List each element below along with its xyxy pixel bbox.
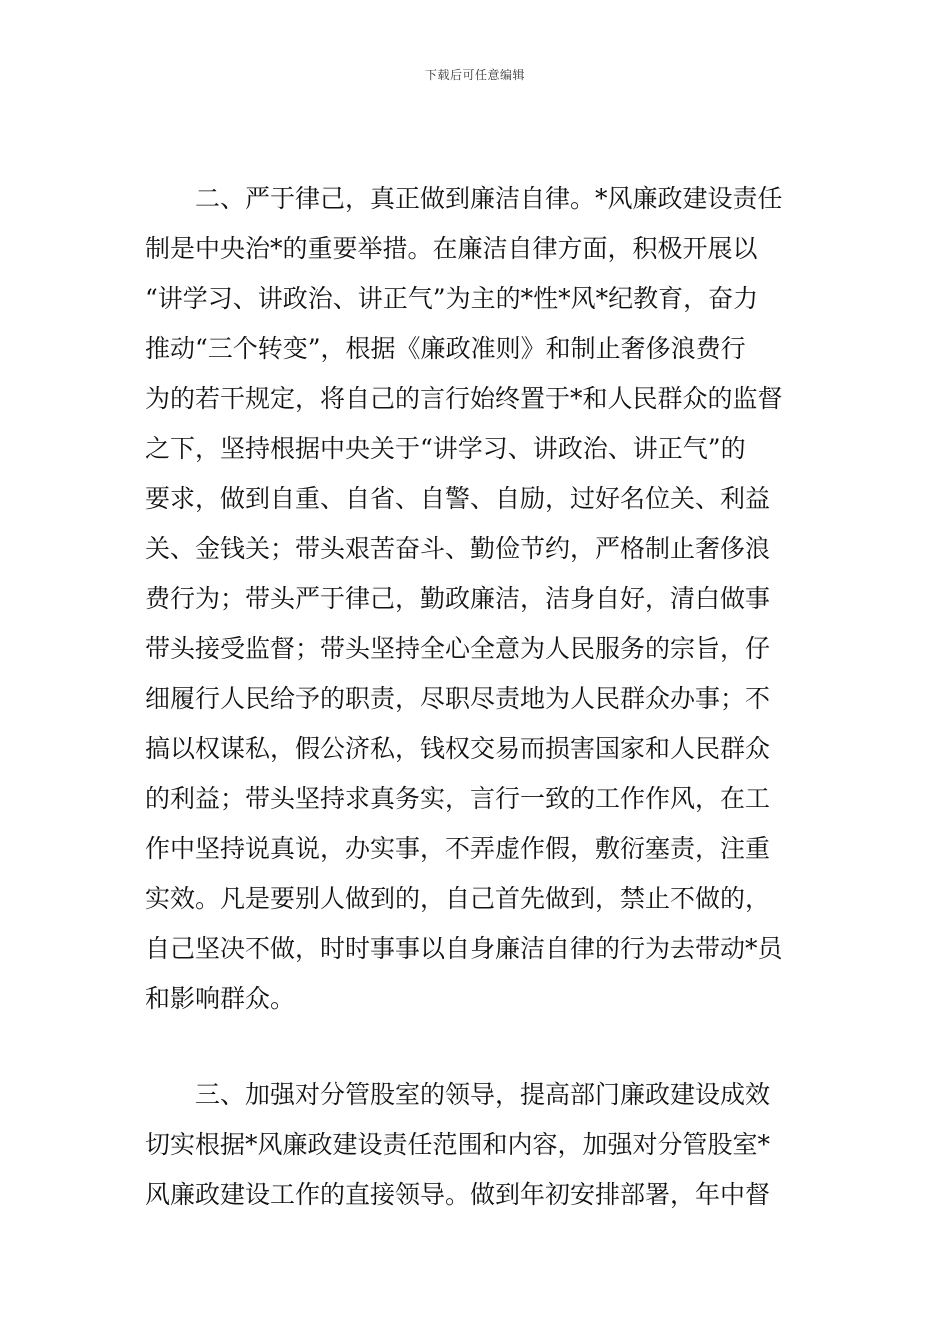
text-line: 切实根据*风廉政建设责任范围和内容，加强对分管股室* (145, 1130, 771, 1159)
text-line: 推动“三个转变”，根据《廉政准则》和制止奢侈浪费行 (145, 334, 746, 363)
text-line: 关、金钱关；带头艰苦奋斗、勤俭节约，严格制止奢侈浪 (145, 534, 771, 563)
text-line: “讲学习、讲政治、讲正气”为主的*性*风*纪教育，奋力 (145, 284, 759, 313)
text-line: 作中坚持说真说，办实事，不弄虚作假，敷衍塞责，注重 (145, 834, 771, 863)
text-line: 带头接受监督；带头坚持全心全意为人民服务的宗旨，仔 (145, 634, 771, 663)
text-line: 费行为；带头严于律己，勤政廉洁，洁身自好，清白做事 (145, 584, 771, 613)
text-line: 三、加强对分管股室的领导，提高部门廉政建设成效 (145, 1080, 771, 1109)
text-line: 的利益；带头坚持求真务实，言行一致的工作作风，在工 (145, 784, 771, 813)
text-line: 自己坚决不做，时时事事以自身廉洁自律的行为去带动*员 (145, 934, 783, 963)
text-line: 制是中央治*的重要举措。在廉洁自律方面，积极开展以 (145, 234, 758, 263)
text-line: 要求，做到自重、自省、自警、自励，过好名位关、利益 (145, 484, 771, 513)
text-line: 二、严于律己，真正做到廉洁自律。*风廉政建设责任 (145, 184, 783, 213)
text-line: 为的若干规定，将自己的言行始终置于*和人民群众的监督 (145, 384, 783, 413)
paragraph-section-three (145, 1070, 770, 1220)
text-line: 实效。凡是要别人做到的，自己首先做到，禁止不做的， (145, 884, 771, 913)
text-line: 和影响群众。 (145, 984, 296, 1013)
text-line: 风廉政建设工作的直接领导。做到年初安排部署，年中督 (145, 1180, 771, 1209)
text-line: 搞以权谋私，假公济私，钱权交易而损害国家和人民群众 (145, 734, 771, 763)
page-header: 下载后可任意编辑 (424, 68, 525, 82)
paragraph-section-two (145, 174, 783, 1024)
text-line: 细履行人民给予的职责，尽职尽责地为人民群众办事；不 (145, 684, 771, 713)
text-line: 之下，坚持根据中央关于“讲学习、讲政治、讲正气”的 (145, 434, 746, 463)
